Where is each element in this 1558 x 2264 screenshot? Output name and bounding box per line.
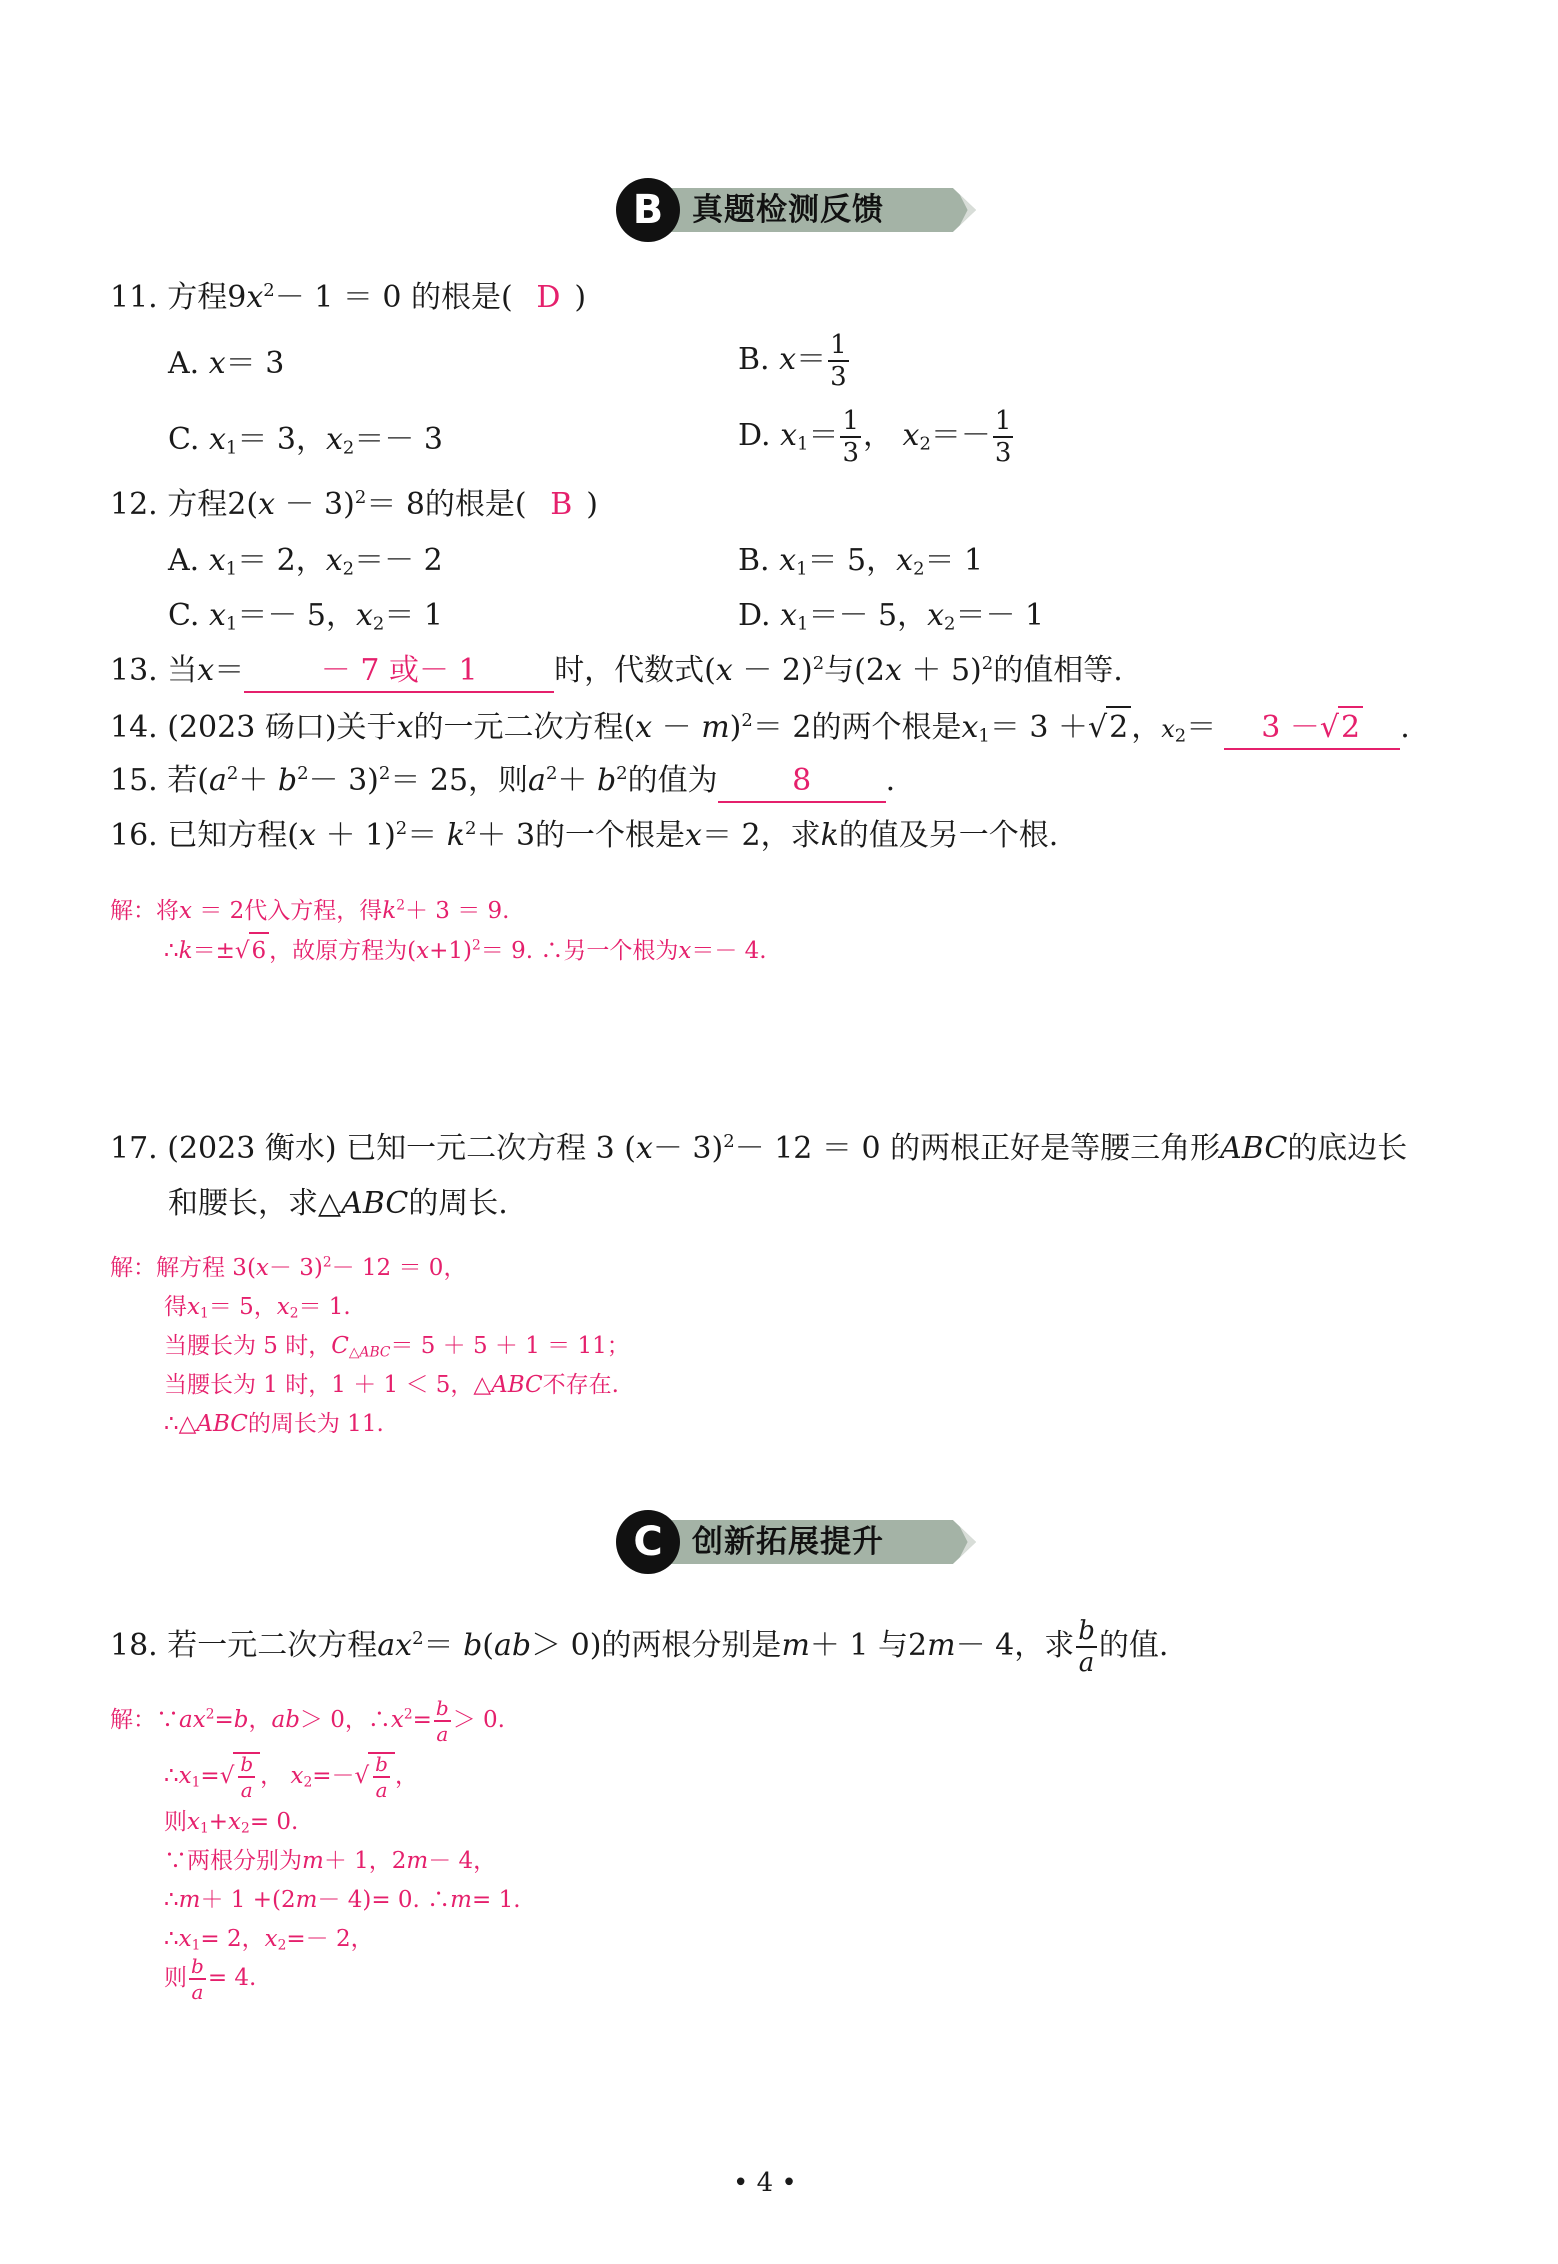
solution-18-line-3: 则$x_1+x_2= 0$.: [164, 1809, 299, 1837]
section-c-letter: C: [616, 1510, 680, 1574]
solution-17-line-4: 当腰长为 1 时，1 ＋ 1 ＜ 5，△ABC不存在.: [164, 1372, 619, 1398]
solution-17-line-1: 解：解方程 $3(x- 3)^2- 12 = 0$，: [110, 1254, 467, 1281]
q12-option-c: C. $x_1=- 5$，$x_2= 1$: [168, 598, 443, 635]
solution-17-line-3: 当腰长为 5 时，$C_{\triangle ABC}= 5 + 5 + 1 = 11$；: [164, 1333, 630, 1361]
question-16: 16. 已知方程$(x + 1)^2= k^2+ 3$的一个根是x＝ 2，求k的值及另一个根.: [110, 818, 1059, 853]
question-13: 13. 当x＝ － 7 或－ 1 时，代数式$(x - 2)^2$与$(2x + 5)^2$的值相等.: [110, 651, 1123, 693]
solution-17-line-2: 得$x_1= 5$，$x_2= 1$.: [164, 1294, 351, 1322]
solution-18-line-7: 则 $\frac{b}{a}$ = 4.: [164, 1954, 257, 2004]
q11-option-c: C. $x_1= 3$，$x_2=- 3$: [168, 422, 443, 459]
question-11: 11. 方程$9x^2- 1 = 0$ 的根是( D ): [110, 280, 587, 315]
section-b-letter: B: [616, 178, 680, 242]
banner-arrow: [948, 188, 976, 232]
question-18: 18. 若一元二次方程$ax^2= b(ab> 0)$的两根分别是m＋ 1 与2m－ 4，求 $\frac{b}{a}$ 的值.: [110, 1616, 1169, 1678]
banner-arrow: [948, 1520, 976, 1564]
answer-11: D: [536, 280, 561, 315]
section-c-banner: [616, 1510, 996, 1574]
q11-option-d: D. $x_1=$ $\frac{1}{3}$ ， $x_2=-$ $\frac{1}{3}$: [738, 406, 1012, 468]
section-c-title: 创新拓展提升: [692, 1524, 884, 1560]
section-b-title: 真题检测反馈: [692, 192, 884, 228]
q11-option-b: B. x＝ $\frac{1}{3}$: [738, 330, 847, 392]
question-17-line-2: 和腰长，求△ABC的周长.: [168, 1186, 508, 1221]
q11-option-a: A. x＝ 3: [168, 346, 285, 381]
section-b-banner: [616, 178, 996, 242]
solution-18-line-6: $\therefore x_1= 2$，$x_2=- 2$，: [164, 1926, 374, 1954]
q12-option-d: D. $x_1=- 5$，$x_2=- 1$: [738, 598, 1045, 635]
q12-option-a: A. $x_1= 2$，$x_2=- 2$: [168, 543, 443, 580]
question-12: 12. 方程$2(x - 3)^2= 8$的根是( B ): [110, 487, 598, 522]
question-17-line-1: 17. (2023 衡水) 已知一元二次方程 3 $(x- 3)^2- 12 = 0$ 的两根正好是等腰三角形ABC的底边长: [110, 1131, 1408, 1166]
solution-18-line-5: ∴m＋ 1 +(2m－ 4)= 0. ∴m= 1.: [164, 1887, 521, 1913]
solution-18-line-1: 解：$\because ax^2=b$，ab＞ 0，$\therefore x^2=$ $\frac{b}{a}$ ＞ 0.: [110, 1696, 505, 1746]
question-14: 14. (2023 砀口)关于x的一元二次方程$(x - m)^2= 2$的两个根是$x_1= 3 +√2$ ，$x_2= 3 -√2$ .: [110, 706, 1410, 750]
answer-12: B: [550, 487, 573, 522]
page-number: • 4 •: [733, 2168, 797, 2198]
answer-13: － 7 或－ 1: [244, 651, 554, 693]
q12-option-b: B. $x_1= 5$，$x_2= 1$: [738, 543, 984, 580]
solution-18-line-2: $\therefore x_1=√$ $\frac{b}{a}$ ， $x_2=-√$ $\frac{b}{a}$ ，: [164, 1752, 418, 1802]
answer-15: 8: [718, 761, 886, 803]
answer-14: 3 －√2: [1224, 706, 1400, 750]
question-15: 15. 若$(a^2+ b^2- 3)^2= 25$，则$a^2+ b^2$的值为 8 .: [110, 761, 895, 803]
solution-16-line-2: ∴k＝±√6 ，故原方程为$(x+1)^2= 9$. ∴另一个根为x＝－ 4.: [164, 932, 767, 968]
solution-16-line-1: 解：将x ＝ 2代入方程，得$k^2+ 3 = 9$.: [110, 897, 510, 924]
solution-17-line-5: ∴△ABC的周长为 11.: [164, 1411, 384, 1437]
solution-18-line-4: ∵两根分别为m＋ 1，2m－ 4，: [164, 1848, 497, 1874]
